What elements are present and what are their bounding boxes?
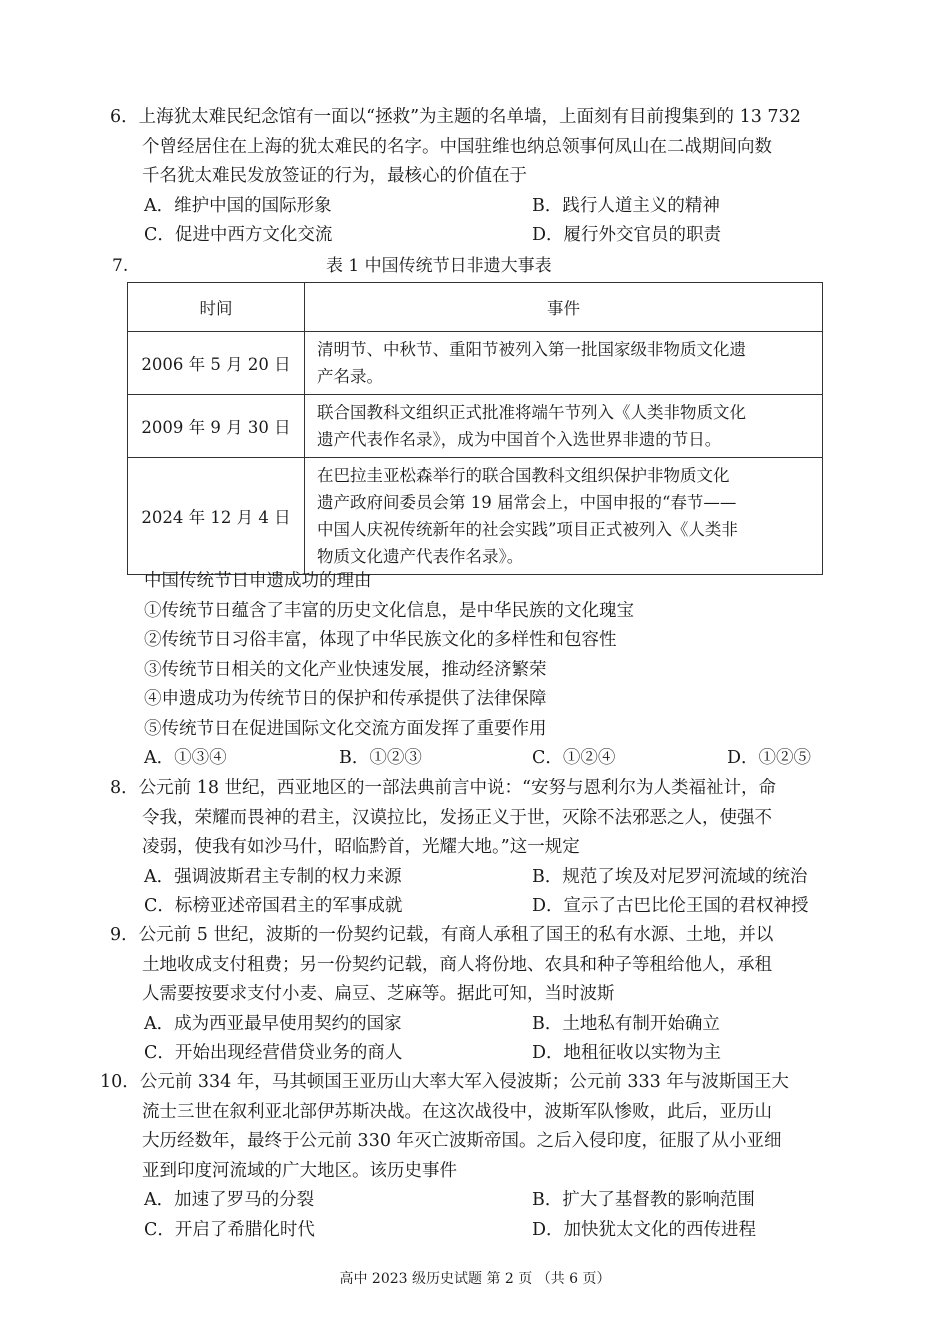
q8-number: 8． — [110, 778, 139, 798]
table-row — [128, 395, 823, 458]
q6-number: 6． — [110, 107, 139, 127]
row-date: 2024 年 12 月 4 日 — [128, 458, 305, 575]
table-caption: 表 1 中国传统节日非遗大事表 — [326, 256, 552, 276]
q10-line-3: 大历经数年，最终于公元前 330 年灭亡波斯帝国。之后入侵印度，征服了从小亚细 — [142, 1131, 782, 1151]
page-footer: 高中 2023 级历史试题 第 2 页 （共 6 页） — [339, 1271, 611, 1287]
q7-item-1: ①传统节日蕴含了丰富的历史文化信息，是中华民族的文化瑰宝 — [144, 600, 634, 621]
table-header-row — [128, 283, 823, 332]
question-8 — [112, 774, 852, 922]
q9-option-b[interactable]: B．土地私有制开始确立 — [532, 1013, 720, 1034]
q10-option-a[interactable]: A．加速了罗马的分裂 — [144, 1190, 315, 1210]
festival-table — [127, 282, 823, 575]
q7-item-3: ③传统节日相关的文化产业快速发展，推动经济繁荣 — [144, 659, 547, 680]
q7-item-2: ②传统节日习俗丰富，体现了中华民族文化的多样性和包容性 — [144, 630, 617, 650]
q7-item-5: ⑤传统节日在促进国际文化交流方面发挥了重要作用 — [144, 718, 547, 739]
q7-option-a[interactable]: A．①③④ — [144, 748, 227, 768]
q9-line-3: 人需要按要求支付小麦、扁豆、芝麻等。据此可知，当时波斯 — [142, 984, 615, 1004]
q8-option-a[interactable]: A．强调波斯君主专制的权力来源 — [144, 866, 402, 887]
question-9 — [112, 921, 852, 1069]
q6-line-1: 6．上海犹太难民纪念馆有一面以“拯救”为主题的名单墙，上面刻有目前搜集到的 13 732 — [110, 103, 852, 133]
q9-option-d[interactable]: D．地租征收以实物为主 — [532, 1043, 722, 1063]
q10-line-2: 流士三世在叙利亚北部伊苏斯决战。在这次战役中，波斯军队惨败，此后，亚历山 — [142, 1101, 772, 1122]
q9-option-c[interactable]: C．开始出现经营借贷业务的商人 — [144, 1043, 403, 1063]
q10-line-4: 亚到印度河流域的广大地区。该历史事件 — [142, 1160, 457, 1181]
q9-option-a[interactable]: A．成为西亚最早使用契约的国家 — [144, 1013, 402, 1034]
q9-line-2: 土地收成支付租费；另一份契约记载，商人将份地、农具和种子等租给他人，承租 — [142, 954, 772, 975]
q8-option-c[interactable]: C．标榜亚述帝国君主的军事成就 — [144, 896, 403, 916]
q10-line-1: 10．公元前 334 年，马其顿国王亚历山大率大军入侵波斯；公元前 333 年与波斯国王大 — [100, 1068, 852, 1098]
q7-options — [112, 744, 852, 774]
question-6 — [112, 103, 852, 251]
q7-item-4: ④申遗成功为传统节日的保护和传承提供了法律保障 — [144, 689, 547, 709]
q6-option-d[interactable]: D．履行外交官员的职责 — [532, 225, 722, 245]
q7-number: 7. — [112, 256, 129, 276]
q7-option-b[interactable]: B．①②③ — [339, 748, 422, 768]
q6-option-a[interactable]: A．维护中国的国际形象 — [144, 195, 332, 216]
q9-line-1: 9．公元前 5 世纪，波斯的一份契约记载，有商人承租了国王的私有水源、土地，并以 — [110, 921, 852, 951]
row-event: 在巴拉圭亚松森举行的联合国教科文组织保护非物质文化 遗产政府间委员会第 19 届常会上，中国申报的“春节—— 中国人庆祝传统新年的社会实践”项目正式被列入《人类非 物质文化遗产代表作名录》。 — [305, 458, 823, 575]
question-7-body — [112, 567, 852, 774]
q8-option-d[interactable]: D．宣示了古巴比伦王国的君权神授 — [532, 896, 809, 916]
q10-option-b[interactable]: B．扩大了基督教的影响范围 — [532, 1190, 755, 1210]
q7-stem: 中国传统节日申遗成功的理由 — [144, 571, 372, 591]
q6-option-c[interactable]: C．促进中西方文化交流 — [144, 225, 333, 245]
row-date: 2009 年 9 月 30 日 — [128, 395, 305, 458]
header-time: 时间 — [128, 283, 305, 332]
row-event: 联合国教科文组织正式批准将端午节列入《人类非物质文化 遗产代表作名录》，成为中国首个入选世界非遗的节日。 — [305, 395, 823, 458]
q8-line-1: 8．公元前 18 世纪，西亚地区的一部法典前言中说：“安努与恩利尔为人类福祉计，命 — [110, 774, 852, 804]
q8-line-3: 凌弱，使我有如沙马什，昭临黔首，光耀大地。”这一规定 — [142, 837, 580, 857]
q9-number: 9． — [110, 925, 139, 945]
q10-number: 10． — [100, 1072, 140, 1092]
table-row — [128, 458, 823, 575]
header-event: 事件 — [305, 283, 823, 332]
q6-option-b[interactable]: B．践行人道主义的精神 — [532, 195, 720, 216]
q10-option-c[interactable]: C．开启了希腊化时代 — [144, 1219, 315, 1240]
table-row — [128, 332, 823, 395]
q10-options — [100, 1186, 852, 1245]
q9-options — [112, 1010, 852, 1069]
q6-line-3: 千名犹太难民发放签证的行为，最核心的价值在于 — [142, 166, 527, 186]
q8-line-2: 令我，荣耀而畏神的君主，汉谟拉比，发扬正义于世，灭除不法邪恶之人，使强不 — [142, 807, 772, 828]
row-date: 2006 年 5 月 20 日 — [128, 332, 305, 395]
q6-options — [112, 192, 852, 251]
question-10 — [100, 1068, 852, 1245]
q8-option-b[interactable]: B．规范了埃及对尼罗河流域的统治 — [532, 866, 808, 887]
q7-option-c[interactable]: C．①②④ — [532, 748, 616, 768]
q7-option-d[interactable]: D．①②⑤ — [727, 748, 812, 768]
q6-line-2: 个曾经居住在上海的犹太难民的名字。中国驻维也纳总领事何凤山在二战期间向数 — [142, 136, 772, 157]
q10-option-d[interactable]: D．加快犹太文化的西传进程 — [532, 1219, 757, 1240]
q8-options — [112, 863, 852, 922]
row-event: 清明节、中秋节、重阳节被列入第一批国家级非物质文化遗 产名录。 — [305, 332, 823, 395]
